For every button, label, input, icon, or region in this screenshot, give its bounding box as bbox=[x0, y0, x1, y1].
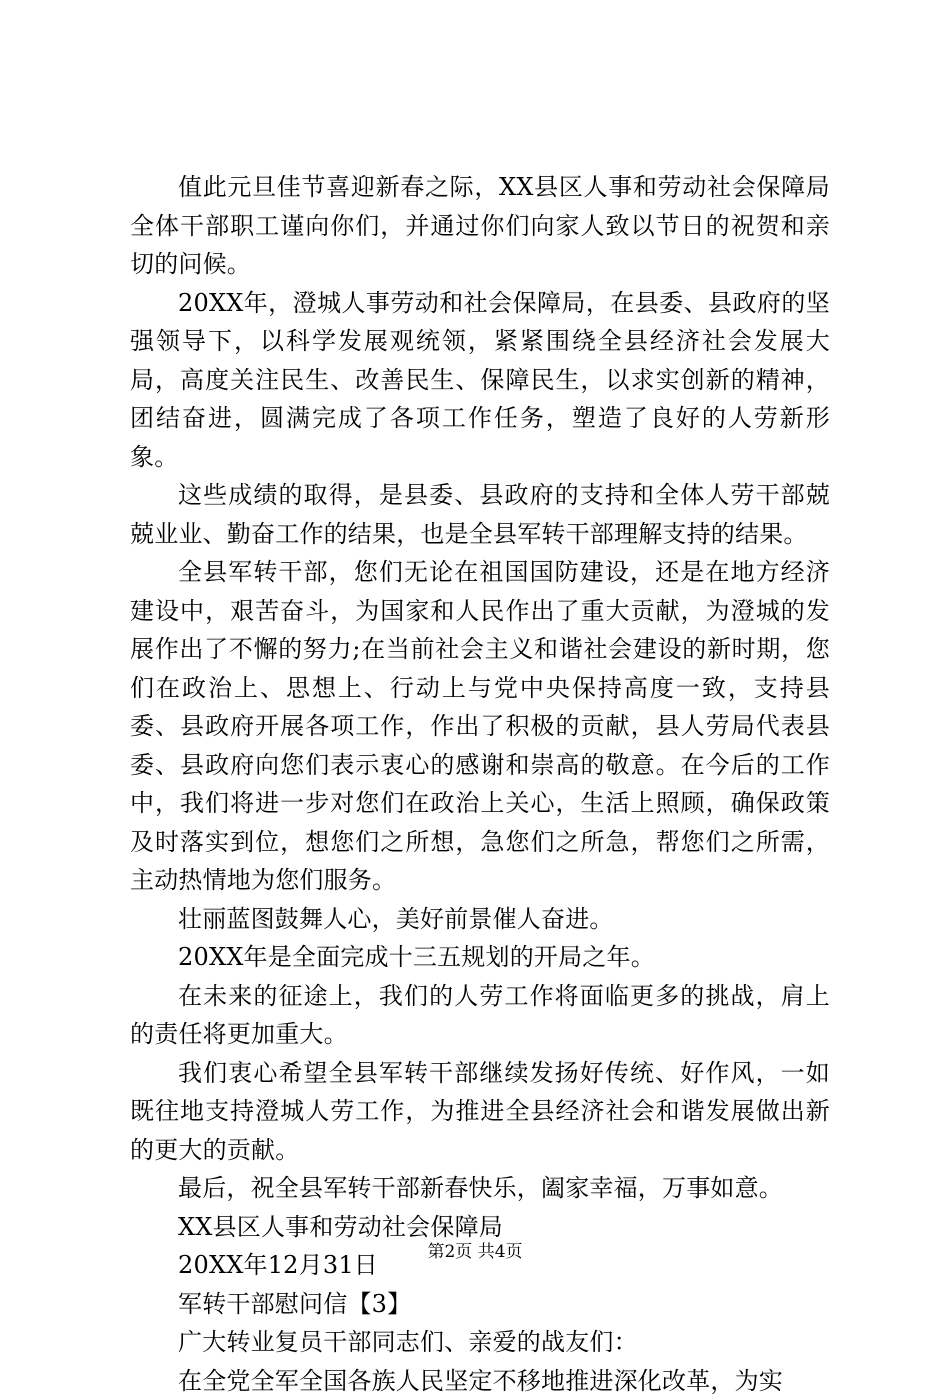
section-heading: 军转干部慰问信【3】 bbox=[130, 1285, 830, 1324]
paragraph-future: 在未来的征途上，我们的人劳工作将面临更多的挑战，肩上的责任将更加重大。 bbox=[130, 977, 830, 1054]
signature-organization: XX县区人事和劳动社会保障局 bbox=[130, 1208, 830, 1247]
paragraph-blueprint: 壮丽蓝图鼓舞人心，美好前景催人奋进。 bbox=[130, 900, 830, 939]
paragraph-achievements: 20XX年，澄城人事劳动和社会保障局，在县委、县政府的坚强领导下，以科学发展观统领，紧紧围绕全县经济社会发展大局，高度关注民生、改善民生、保障民生，以求实创新的精神，团结奋进，圆满完成了各项工作任务，塑造了良好的人劳新形象。 bbox=[130, 284, 830, 477]
paragraph-results: 这些成绩的取得，是县委、县政府的支持和全体人劳干部兢兢业业、勤奋工作的结果，也是全县军转干部理解支持的结果。 bbox=[130, 476, 830, 553]
paragraph-wishes: 最后，祝全县军转干部新春快乐，阖家幸福，万事如意。 bbox=[130, 1169, 830, 1208]
paragraph-hope: 我们衷心希望全县军转干部继续发扬好传统、好作风，一如既往地支持澄城人劳工作，为推进全县经济社会和谐发展做出新的更大的贡献。 bbox=[130, 1054, 830, 1170]
paragraph-opening: 在全党全军全国各族人民坚定不移地推进深化改革，为实 bbox=[130, 1362, 830, 1400]
page-footer: 第2页 共4页 bbox=[0, 1241, 950, 1263]
document-body bbox=[130, 168, 830, 1400]
signature-date: 20XX年12月31日 bbox=[130, 1246, 830, 1285]
paragraph-cadres: 全县军转干部，您们无论在祖国国防建设，还是在地方经济建设中，艰苦奋斗，为国家和人民作出了重大贡献，为澄城的发展作出了不懈的努力;在当前社会主义和谐社会建设的新时期，您们在政治上、思想上、行动上与党中央保持高度一致，支持县委、县政府开展各项工作，作出了积极的贡献，县人劳局代表县委、县政府向您们表示衷心的感谢和崇高的敬意。在今后的工作中，我们将进一步对您们在政治上关心，生活上照顾，确保政策及时落实到位，想您们之所想，急您们之所急，帮您们之所需，主动热情地为您们服务。 bbox=[130, 553, 830, 900]
salutation: 广大转业复员干部同志们、亲爱的战友们： bbox=[130, 1323, 830, 1362]
paragraph-greeting: 值此元旦佳节喜迎新春之际，XX县区人事和劳动社会保障局全体干部职工谨向你们，并通过你们向家人致以节日的祝贺和亲切的问候。 bbox=[130, 168, 830, 284]
paragraph-plan-start: 20XX年是全面完成十三五规划的开局之年。 bbox=[130, 938, 830, 977]
